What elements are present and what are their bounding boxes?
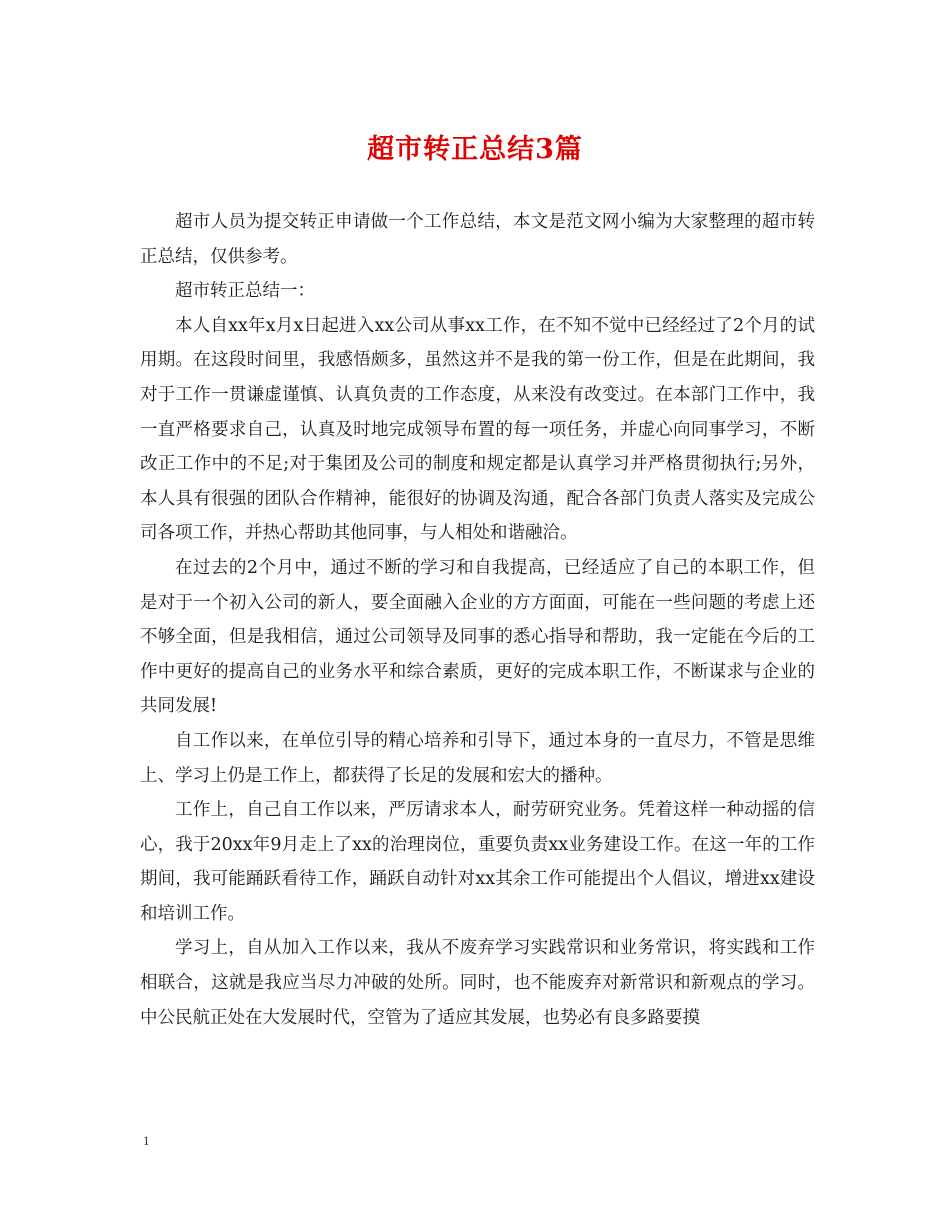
page-number: 1 [143,1133,150,1148]
document-title: 超市转正总结3篇 [367,134,583,165]
section-heading: 超市转正总结一： [175,281,315,302]
paragraph-intro: 超市人员为提交转正申请做一个工作总结，本文是范文网小编为大家整理的超市转正总结，仅供参考。 [140,212,815,267]
paragraph-3: 自工作以来，在单位引导的精心培养和引导下，通过本身的一直尽力，不管是思维上、学习上仍是工作上，都获得了长足的发展和宏大的播种。 [140,730,815,786]
paragraph-1: 本人自xx年x月x日起进入xx公司从事xx工作，在不知不觉中已经经过了2个月的试用期。在这段时间里，我感悟颇多，虽然这并不是我的第一份工作，但是在此期间，我对于工作一贯谦虚谨慎、认真负责的工作态度，从来没有改变过。在本部门工作中，我一直严格要求自己，认真及时地完成领导布置的每一项任务，并虚心向同事学习，不断改正工作中的不足;对于集团及公司的制度和规定都是认真学习并严格贯彻执行;另外，本人具有很强的团队合作精神，能很好的协调及沟通，配合各部门负责人落实及完成公司各项工作，并热心帮助其他同事，与人相处和谐融洽。 [140,315,815,544]
document-body [140,205,815,1035]
paragraph-5: 学习上，自从加入工作以来，我从不废弃学习实践常识和业务常识，将实践和工作相联合，这就是我应当尽力冲破的处所。同时，也不能废弃对新常识和新观点的学习。中公民航正处在大发展时代，空管为了适应其发展，也势必有良多路要摸 [140,938,815,1028]
paragraph-4: 工作上，自己自工作以来，严厉请求本人，耐劳研究业务。凭着这样一种动摇的信心，我于20xx年9月走上了xx的治理岗位，重要负责xx业务建设工作。在这一年的工作期间，我可能踊跃看待工作，踊跃自动针对xx其余工作可能提出个人倡议，增进xx建设和培训工作。 [140,800,815,924]
paragraph-2: 在过去的2个月中，通过不断的学习和自我提高，已经适应了自己的本职工作，但是对于一个初入公司的新人，要全面融入企业的方方面面，可能在一些问题的考虑上还不够全面，但是我相信，通过公司领导及同事的悉心指导和帮助，我一定能在今后的工作中更好的提高自己的业务水平和综合素质，更好的完成本职工作，不断谋求与企业的共同发展! [140,557,815,717]
